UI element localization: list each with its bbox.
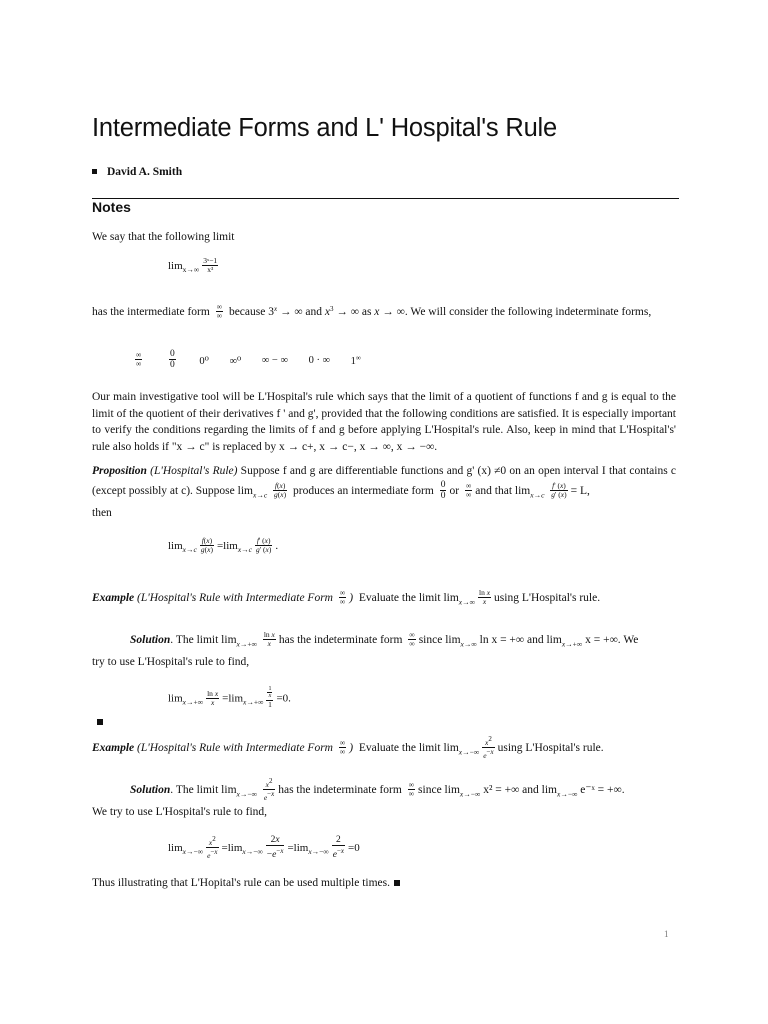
example-2-solution: Solution. The limit $\lim_{x\to-\infty}$ $\frac{x^2}{e^{-x}}$ has the indeterminate form $\frac{\infty}{\infty}$ since $\lim_{x\to-\infty} x^2$ = +∞ and $\lim_{x\to-\infty}$ e⁻ˣ = +∞. We try to use L'Hospital's rule to find,: [92, 777, 625, 819]
bullet-icon: [92, 169, 97, 174]
form-inf-minus-inf: ∞ − ∞: [261, 355, 288, 366]
qed-square-icon: [97, 719, 103, 725]
equation-example-2: $\lim_{x\to-\infty}$ $\frac{x^2}{e^{-x}}$ $=\lim_{x\to-\infty}$ $\frac{2x}{-e^{-x}}$ $=\lim_{x\to-\infty}$ $\frac{2}{e^{-x}}$ =0: [168, 835, 360, 860]
closing-text: Thus illustrating that L'Hopital's rule can be used multiple times.: [92, 875, 676, 892]
example-1-heading: Example (L'Hospital's Rule with Intermediate Form $\frac{\infty}{\infty}$ ) Evaluate the limit $\lim_{x\to\infty}$ $\frac{\text{ln x}}{x}$ using L'Hospital's rule.: [92, 588, 601, 607]
equation-limit-1: $\lim_{x\to\infty}$ $\frac{\text{3ˣ−1}}{\text{x³}}$: [168, 256, 218, 275]
indeterminate-forms-list: [132, 350, 379, 371]
page-title: Intermediate Forms and L' Hospital's Rule: [92, 114, 557, 142]
author-name: David A. Smith: [107, 166, 183, 178]
qed-square-icon: [394, 880, 400, 886]
form-zero-times-inf: 0 · ∞: [308, 355, 331, 366]
form-zero-over-zero: $\frac{0}{0}$: [169, 349, 175, 370]
example-1-solution: Solution. The limit $\lim_{x\to+\infty}$ $\frac{\text{ln x}}{x}$ has the indeterminate form $\frac{\infty}{\infty}$ since $\lim_{x\to\infty} \ln x$ = +∞ and $\lim_{x\to+\infty} x$ = +∞. We try to use L'Hospital's rule to find,: [92, 629, 639, 669]
equation-lhospital: $\lim_{x\to c}$ $\frac{f(x)}{g(x)}$ $=\lim_{x\to c}$ $\frac{f' (x)}{g' (x)}$ .: [168, 536, 279, 555]
form-inf-over-inf: $\frac{\infty}{\infty}$: [136, 350, 142, 368]
section-heading: Notes: [92, 199, 131, 215]
paragraph-investigative-tool: Our main investigative tool will be L'Hospital's rule which says that the limit of a quotient of functions f and g is equal to the limit of the quotient of their derivatives f ' and g', provided that the following conditions are satisfied. It is especially important to verify the conditions regarding the limits of f and g before applying L'Hospital's rule. Also, keep in mind that L'Hospital's' rule also holds if "x → c" is replaced by x → c+, x → c−, x → ∞, x → −∞.: [92, 391, 676, 453]
proposition-block: Proposition (L'Hospital's Rule) Suppose f and g are differentiable functions and g' (x) ≠0 on an open interval I that contains c (except possibly at c). Suppose $\lim_{x\to c}$ $\frac{f(x)}{g(x)}$ produces an intermediate form $\frac{0}{0}$ or $\frac{\infty}{\infty}$ and that $\lim_{x\to c}$ $\frac{f' (x)}{g' (x)}$ = L, then: [92, 465, 676, 520]
example-2-heading: Example (L'Hospital's Rule with Intermediate Form $\frac{\infty}{\infty}$ ) Evaluate the limit $\lim_{x\to-\infty}$ $\frac{x^2}{e^{-x}}$ using L'Hospital's rule.: [92, 735, 604, 760]
equation-example-1: $\lim_{x\to+\infty}$ $\frac{\text{ln x}}{x}$ $=\lim_{x\to+\infty}$ $\frac{\frac{1}{x}}{1}$ =0.: [168, 686, 291, 709]
form-zero-pow-zero: 0⁰: [199, 355, 209, 367]
section-divider: [92, 198, 679, 199]
author-line: [92, 166, 182, 178]
intro-text: We say that the following limit: [92, 231, 235, 243]
form-inf-pow-zero: ∞⁰: [229, 355, 242, 367]
paragraph-intermediate-form: has the intermediate form $\frac{\infty}{\infty}$ because $3^x$ → ∞ and $x^3$ → ∞ as x → ∞. We will consider the following indeterminate forms,: [92, 301, 652, 320]
page-number: 1: [664, 929, 669, 939]
form-one-pow-inf: 1∞: [350, 354, 361, 367]
